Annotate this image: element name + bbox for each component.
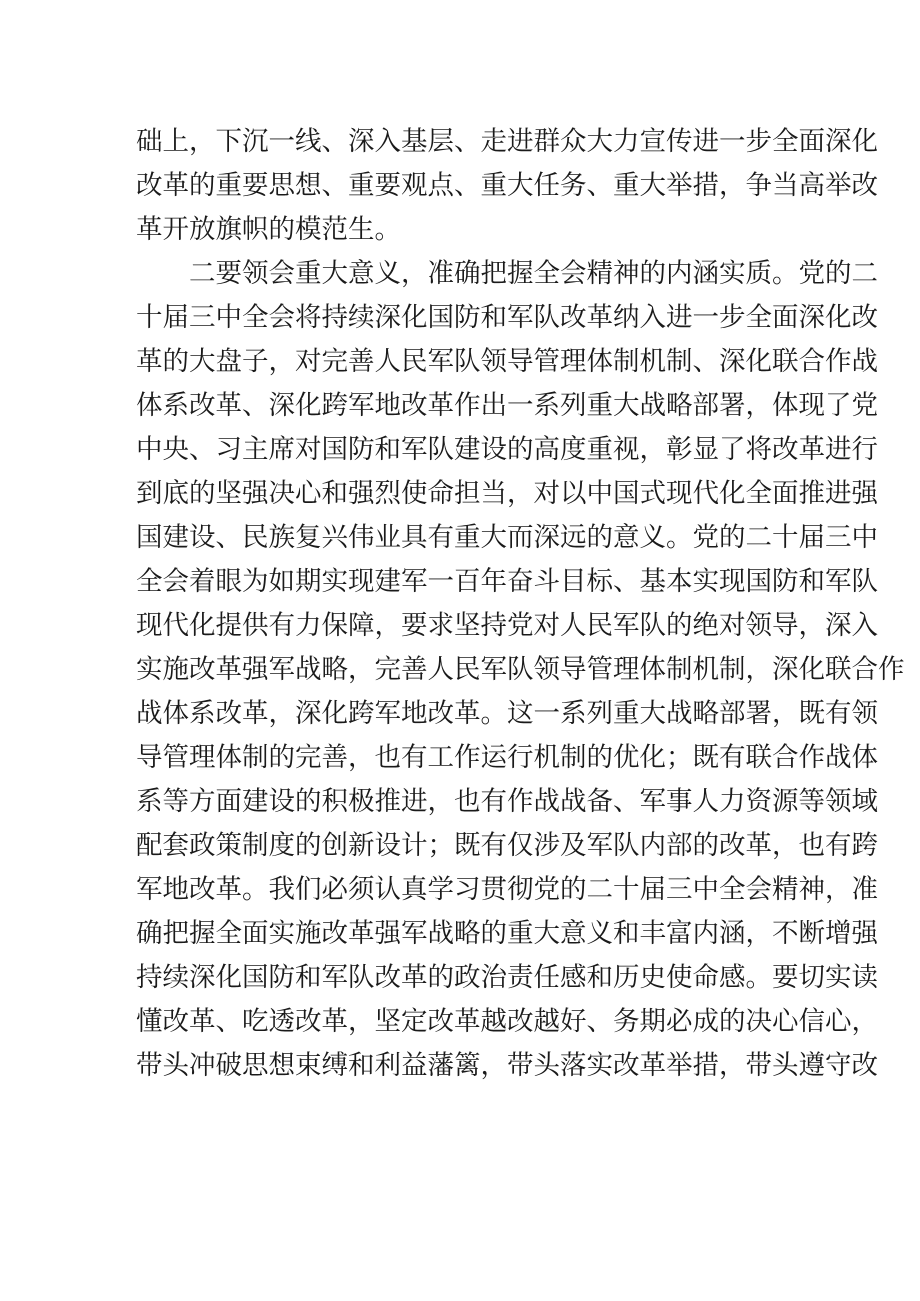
paragraph-2 [136, 252, 905, 1088]
text-line: 改革的重要思想、重要观点、重大任务、重大举措，争当高举改 [136, 170, 878, 201]
text-line: 持续深化国防和军队改革的政治责任感和历史使命感。要切实读 [136, 962, 878, 993]
text-line: 现代化提供有力保障，要求坚持党对人民军队的绝对领导，深入 [136, 610, 878, 641]
text-line: 确把握全面实施改革强军战略的重大意义和丰富内涵，不断增强 [136, 918, 878, 949]
text-line: 懂改革、吃透改革，坚定改革越改越好、务期必成的决心信心， [136, 1006, 878, 1037]
text-line: 革的大盘子，对完善人民军队领导管理体制机制、深化联合作战 [136, 346, 878, 377]
text-line: 十届三中全会将持续深化国防和军队改革纳入进一步全面深化改 [136, 302, 878, 333]
text-line: 系等方面建设的积极推进，也有作战战备、军事人力资源等领域 [136, 786, 878, 817]
text-line: 革开放旗帜的模范生。 [136, 214, 401, 245]
text-line: 带头冲破思想束缚和利益藩篱，带头落实改革举措，带头遵守改 [136, 1050, 878, 1081]
text-line: 军地改革。我们必须认真学习贯彻党的二十届三中全会精神，准 [136, 874, 878, 905]
text-line: 二要领会重大意义，准确把握全会精神的内涵实质。党的二 [189, 258, 878, 289]
text-line: 配套政策制度的创新设计；既有仅涉及军队内部的改革，也有跨 [136, 830, 878, 861]
text-line: 体系改革、深化跨军地改革作出一系列重大战略部署，体现了党 [136, 390, 878, 421]
text-line: 到底的坚强决心和强烈使命担当，对以中国式现代化全面推进强 [136, 478, 878, 509]
text-line: 实施改革强军战略，完善人民军队领导管理体制机制，深化联合作 [136, 654, 905, 685]
text-line: 国建设、民族复兴伟业具有重大而深远的意义。党的二十届三中 [136, 522, 878, 553]
text-line: 中央、习主席对国防和军队建设的高度重视，彰显了将改革进行 [136, 434, 878, 465]
text-line: 战体系改革，深化跨军地改革。这一系列重大战略部署，既有领 [136, 698, 878, 729]
text-line: 全会着眼为如期实现建军一百年奋斗目标、基本实现国防和军队 [136, 566, 878, 597]
document-body [136, 120, 905, 1088]
paragraph-1 [136, 120, 878, 252]
text-line: 导管理体制的完善，也有工作运行机制的优化；既有联合作战体 [136, 742, 878, 773]
text-line: 础上，下沉一线、深入基层、走进群众大力宣传进一步全面深化 [136, 126, 878, 157]
